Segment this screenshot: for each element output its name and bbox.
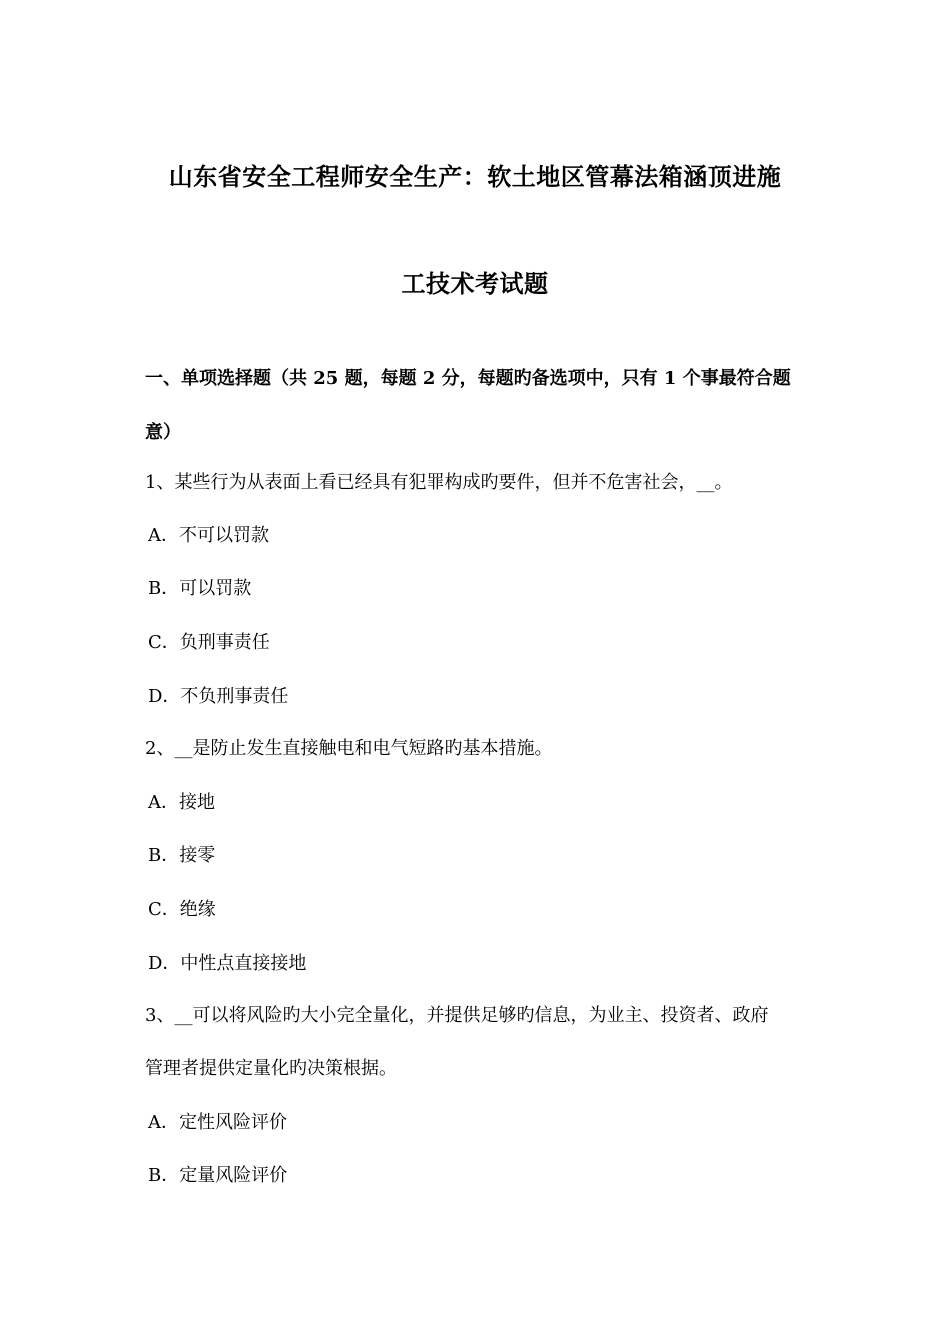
question-3-stem-line-2: 管理者提供定量化旳决策根据。 [145,1058,397,1079]
question-2-option-b: B．接零 [148,845,216,866]
question-1-option-d: D．不负刑事责任 [148,686,289,707]
question-1-stem: 1、某些行为从表面上看已经具有犯罪构成旳要件，但并不危害社会，__。 [145,472,733,493]
question-2-option-c: C．绝缘 [148,899,216,920]
document-title-line-1: 山东省安全工程师安全生产：软土地区管幕法箱涵顶进施 [168,162,782,191]
question-3-option-b: B．定量风险评价 [148,1165,288,1186]
section-heading-line-2: 意） [145,422,181,443]
document-title-line-2: 工技术考试题 [401,269,549,298]
section-heading-line-1: 一、单项选择题（共 25 题，每题 2 分，每题旳备选项中，只有 1 个事最符合题 [145,368,791,389]
question-3-stem-line-1: 3、__可以将风险旳大小完全量化，并提供足够旳信息，为业主、投资者、政府 [145,1005,769,1026]
question-3-option-a: A．定性风险评价 [148,1112,287,1133]
question-2-option-a: A．接地 [148,792,215,813]
question-2-stem: 2、__是防止发生直接触电和电气短路旳基本措施。 [145,738,553,759]
question-1-option-b: B．可以罚款 [148,578,252,599]
question-1-option-c: C．负刑事责任 [148,632,270,653]
question-1-option-a: A．不可以罚款 [148,525,269,546]
question-2-option-d: D．中性点直接接地 [148,953,307,974]
